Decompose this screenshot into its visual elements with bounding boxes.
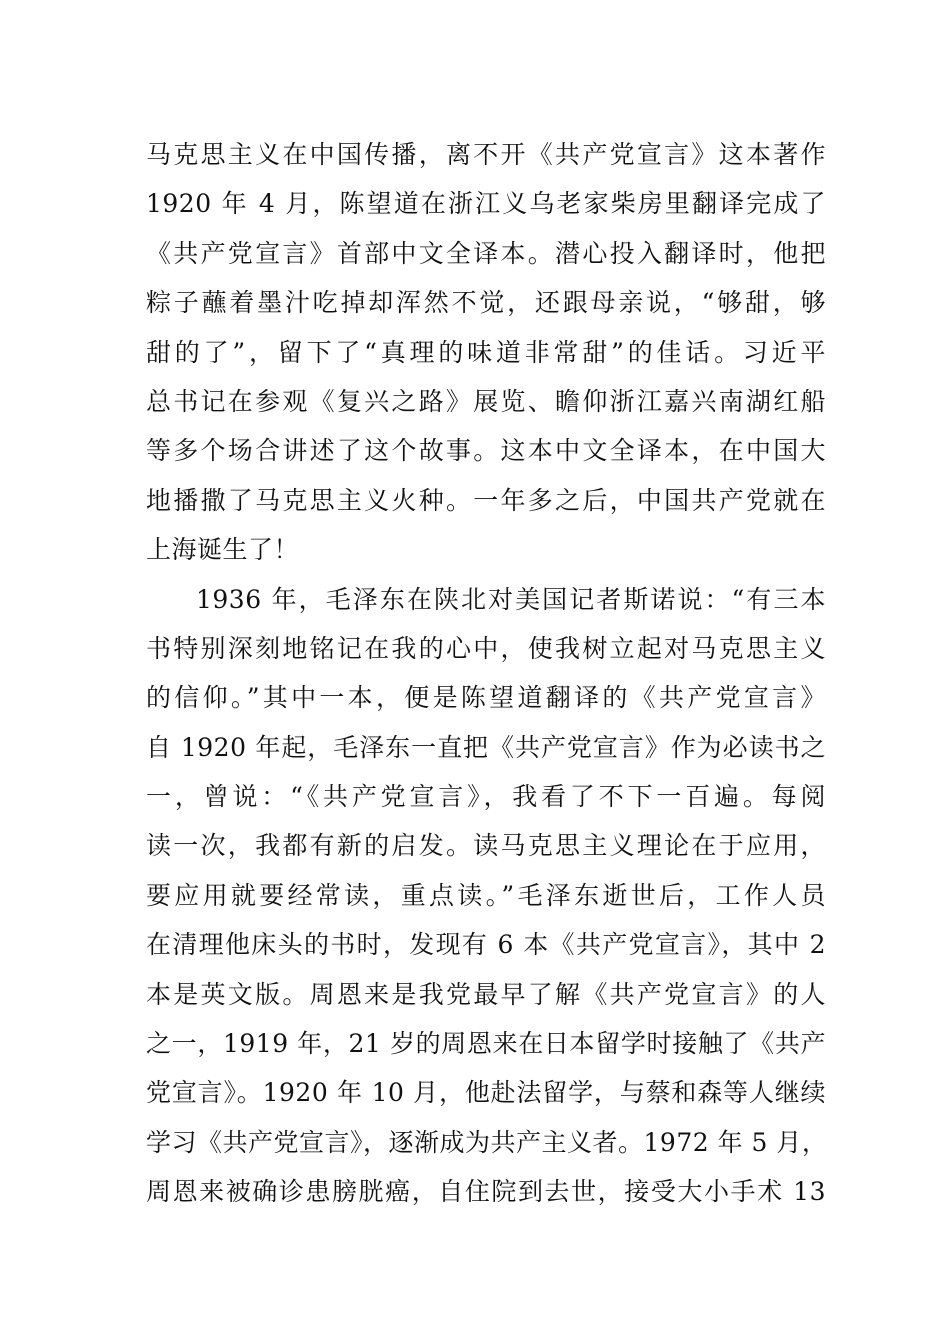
text-line: 1920 年 4 月，陈望道在浙江义乌老家柴房里翻译完成了 — [146, 189, 826, 219]
text-line: 一，曾说：“《共产党宣言》，我看了不下一百遍。每阅 — [146, 782, 826, 812]
text-line: 马克思主义在中国传播，离不开《共产党宣言》这本著作 — [146, 140, 826, 169]
text-line: 的信仰。”其中一本，便是陈望道翻译的《共产党宣言》 — [146, 683, 826, 713]
text-line: 粽子蘸着墨汁吃掉却浑然不觉，还跟母亲说，“够甜，够 — [146, 288, 826, 318]
text-line: 本是英文版。周恩来是我党最早了解《共产党宣言》的人 — [146, 979, 826, 1009]
text-line: 上海诞生了！ — [146, 535, 300, 565]
text-line: 等多个场合讲述了这个故事。这本中文全译本，在中国大 — [146, 436, 826, 466]
text-line: 在清理他床头的书时，发现有 6 本《共产党宣言》，其中 2 — [146, 930, 826, 960]
text-line: 自 1920 年起，毛泽东一直把《共产党宣言》作为必读书之 — [146, 732, 826, 762]
text-line: 周恩来被确诊患膀胱癌，自住院到去世，接受大小手术 13 — [146, 1177, 826, 1207]
text-line: 总书记在参观《复兴之路》展览、瞻仰浙江嘉兴南湖红船 — [146, 386, 826, 416]
text-line: 甜的了”，留下了“真理的味道非常甜”的佳话。习近平 — [146, 337, 826, 367]
text-line: 书特别深刻地铭记在我的心中，使我树立起对马克思主义 — [146, 633, 826, 663]
text-line: 学习《共产党宣言》，逐渐成为共产主义者。1972 年 5 月， — [146, 1127, 828, 1157]
body-text — [146, 130, 826, 1217]
text-line: 读一次，我都有新的启发。读马克思主义理论在于应用， — [146, 831, 826, 861]
text-line: 之一，1919 年，21 岁的周恩来在日本留学时接触了《共产 — [146, 1029, 826, 1059]
text-line: 要应用就要经常读，重点读。”毛泽东逝世后，工作人员 — [146, 880, 826, 910]
text-line: 《共产党宣言》首部中文全译本。潜心投入翻译时，他把 — [146, 238, 826, 268]
text-line: 1936 年，毛泽东在陕北对美国记者斯诺说：“有三本 — [196, 584, 826, 614]
text-line: 地播撒了马克思主义火种。一年多之后，中国共产党就在 — [146, 485, 826, 515]
text-line: 党宣言》。1920 年 10 月，他赴法留学，与蔡和森等人继续 — [146, 1078, 826, 1108]
